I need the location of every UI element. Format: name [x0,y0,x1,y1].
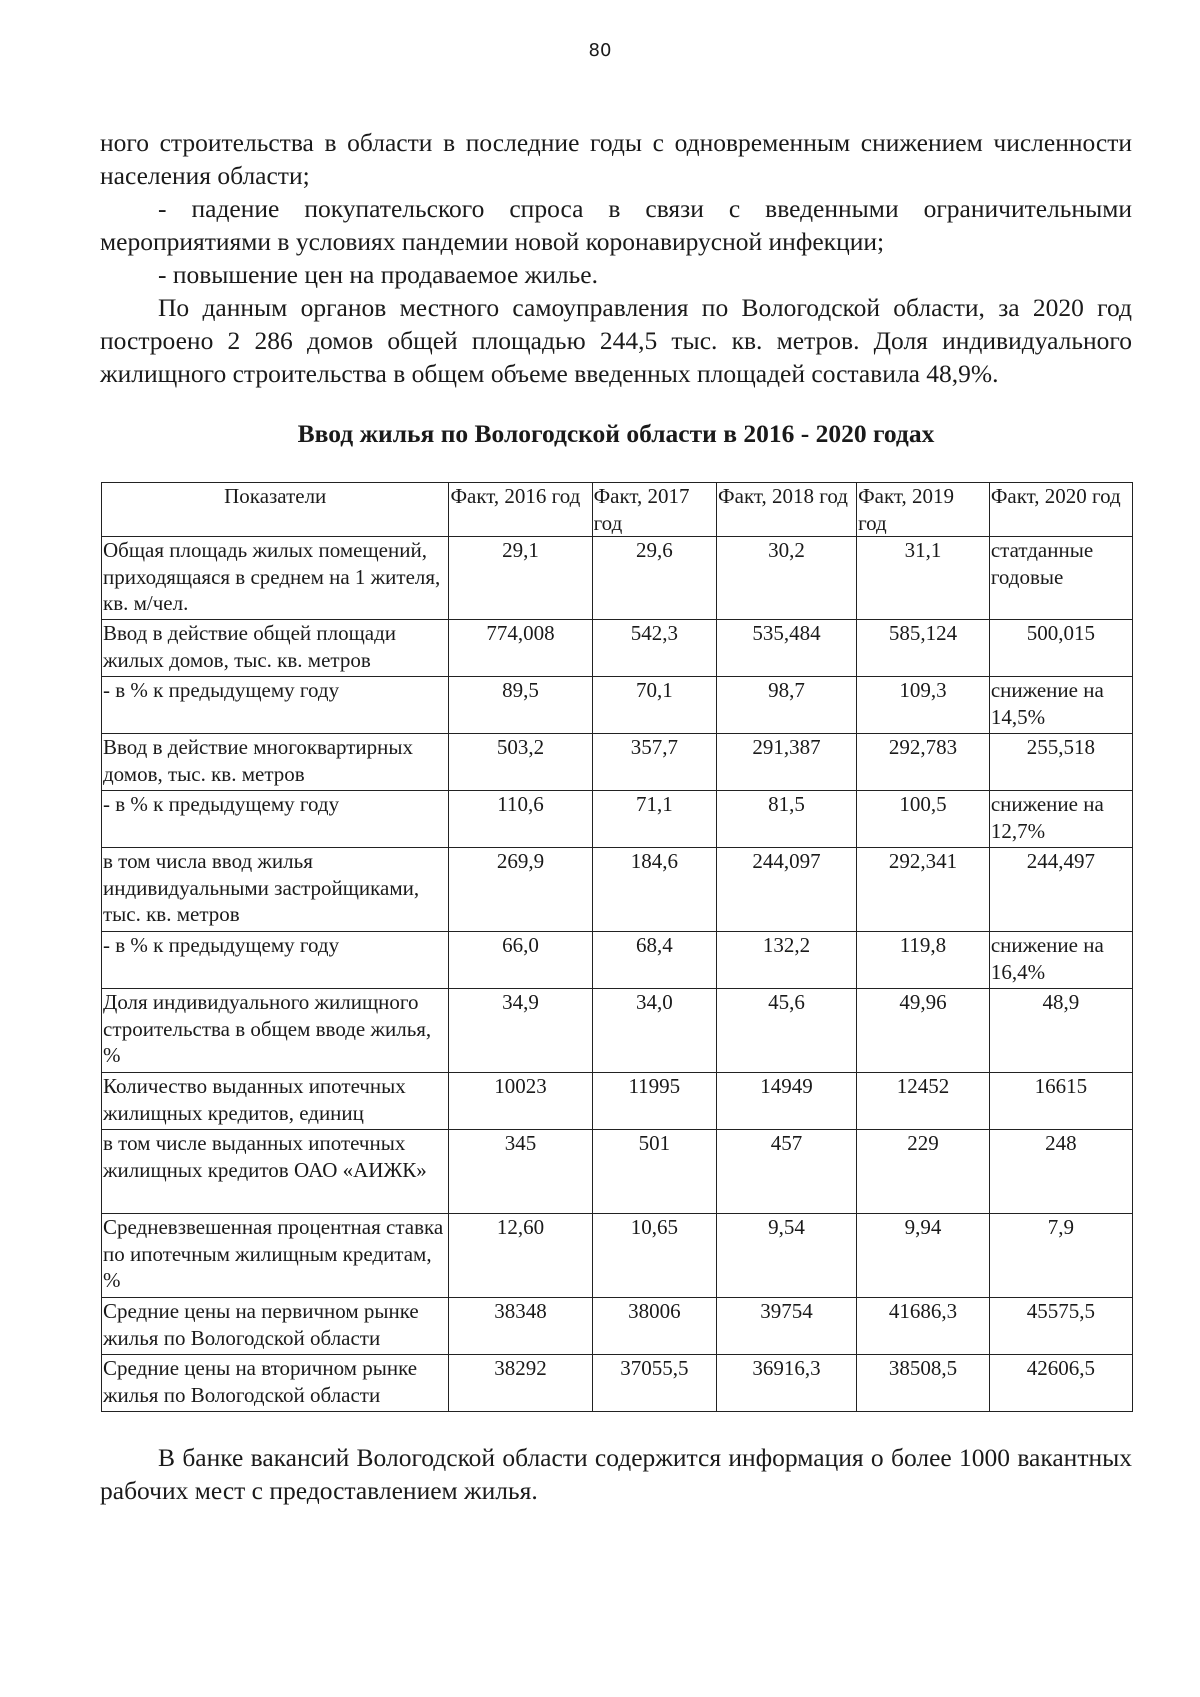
row-label: Средние цены на первичном рынке жилья по Вологодской области [102,1298,449,1355]
table-row [102,734,1133,791]
table-cell: 9,54 [717,1214,857,1298]
table-cell: 269,9 [449,848,592,932]
table-cell: 39754 [717,1298,857,1355]
table-cell: 501 [592,1130,716,1214]
table-cell: 42606,5 [989,1355,1132,1412]
column-header: Показатели [102,483,449,537]
table-row [102,1355,1133,1412]
table-cell: 70,1 [592,677,716,734]
paragraph-vacancies: В банке вакансий Вологодской области содержится информация о более 1000 вакантных рабочих мест с предоставлением жилья. [100,1443,1132,1505]
table-title: Ввод жилья по Вологодской области в 2016 - 2020 годах [297,419,935,448]
table-cell: 500,015 [989,620,1132,677]
column-header: Факт, 2017 год [592,483,716,537]
table-cell: 34,9 [449,989,592,1073]
table-cell: 81,5 [717,791,857,848]
table-cell: 292,783 [857,734,990,791]
table-cell: 11995 [592,1073,716,1130]
paragraph-statistics: По данным органов местного самоуправления по Вологодской области, за 2020 год построено 2 286 домов общей площадью 244,5 тыс. кв. метров. Доля индивидуального жилищного строительства в общем объеме введенных площадей составила 48,9%. [100,293,1132,388]
column-header: Факт, 2020 год [989,483,1132,537]
table-cell: 36916,3 [717,1355,857,1412]
table-cell: 109,3 [857,677,990,734]
table-cell: 68,4 [592,932,716,989]
table-cell: 49,96 [857,989,990,1073]
row-label: Доля индивидуального жилищного строительства в общем вводе жилья, % [102,989,449,1073]
table-cell: 10023 [449,1073,592,1130]
table-row [102,848,1133,932]
table-cell: 535,484 [717,620,857,677]
table-cell: 255,518 [989,734,1132,791]
page-number: 80 [588,40,612,61]
table-cell: 244,097 [717,848,857,932]
table-cell: 45575,5 [989,1298,1132,1355]
column-header: Факт, 2016 год [449,483,592,537]
table-cell: 292,341 [857,848,990,932]
table-cell: 41686,3 [857,1298,990,1355]
table-cell: 29,1 [449,537,592,620]
row-label: в том числе выданных ипотечных жилищных кредитов ОАО «АИЖК» [102,1130,449,1214]
table-cell: 12452 [857,1073,990,1130]
table-cell: 71,1 [592,791,716,848]
table-cell: 184,6 [592,848,716,932]
table-row [102,932,1133,989]
table-cell: 244,497 [989,848,1132,932]
row-label: Ввод в действие многоквартирных домов, тыс. кв. метров [102,734,449,791]
table-row [102,791,1133,848]
table-cell: 66,0 [449,932,592,989]
column-header: Факт, 2018 год [717,483,857,537]
table-cell: 119,8 [857,932,990,989]
table-cell: 48,9 [989,989,1132,1073]
table-row [102,1073,1133,1130]
table-cell: 31,1 [857,537,990,620]
row-label: Общая площадь жилых помещений, приходящаяся в среднем на 1 жителя, кв. м/чел. [102,537,449,620]
table-cell: 38006 [592,1298,716,1355]
row-label: в том числа ввод жилья индивидуальными застройщиками, тыс. кв. метров [102,848,449,932]
table-cell: 45,6 [717,989,857,1073]
table-cell: 12,60 [449,1214,592,1298]
table-cell: снижение на 14,5% [989,677,1132,734]
row-label: - в % к предыдущему году [102,932,449,989]
table-cell: 16615 [989,1073,1132,1130]
table-cell: 132,2 [717,932,857,989]
table-cell: 29,6 [592,537,716,620]
row-label: - в % к предыдущему году [102,677,449,734]
column-header: Факт, 2019 год [857,483,990,537]
table-cell: 30,2 [717,537,857,620]
table-cell: 100,5 [857,791,990,848]
table-cell: 34,0 [592,989,716,1073]
intro-text [100,126,1132,390]
row-label: Ввод в действие общей площади жилых домов, тыс. кв. метров [102,620,449,677]
table-cell: 774,008 [449,620,592,677]
table-cell: 110,6 [449,791,592,848]
table-row [102,1130,1133,1214]
table-row [102,989,1133,1073]
table-row [102,537,1133,620]
table-cell: 291,387 [717,734,857,791]
housing-table [101,482,1133,1412]
table-cell: 503,2 [449,734,592,791]
paragraph-list-item: - падение покупательского спроса в связи с введенными ограничительными мероприятиями в условиях пандемии новой коронавирусной инфекции; [100,194,1132,256]
table-cell: 98,7 [717,677,857,734]
table-cell: 9,94 [857,1214,990,1298]
table-cell: 38292 [449,1355,592,1412]
table-cell: снижение на 16,4% [989,932,1132,989]
table-row [102,1214,1133,1298]
row-label: - в % к предыдущему году [102,791,449,848]
paragraph-list-item: - повышение цен на продаваемое жилье. [158,260,598,289]
row-label: Количество выданных ипотечных жилищных кредитов, единиц [102,1073,449,1130]
table-cell: 357,7 [592,734,716,791]
table-cell: 457 [717,1130,857,1214]
table-header-row [102,483,1133,537]
paragraph-continuation: ного строительства в области в последние годы с одновременным снижением численности населения области; [100,128,1132,190]
table-cell: 10,65 [592,1214,716,1298]
table-cell: статданные годовые [989,537,1132,620]
table-cell: 38508,5 [857,1355,990,1412]
closing-text [100,1441,1132,1507]
table-cell: 14949 [717,1073,857,1130]
table-cell: 38348 [449,1298,592,1355]
table-cell: 7,9 [989,1214,1132,1298]
table-row [102,677,1133,734]
table-cell: 37055,5 [592,1355,716,1412]
row-label: Средние цены на вторичном рынке жилья по Вологодской области [102,1355,449,1412]
table-cell: 229 [857,1130,990,1214]
table-cell: 89,5 [449,677,592,734]
table-row [102,620,1133,677]
table-cell: 542,3 [592,620,716,677]
row-label: Средневзвешенная процентная ставка по ипотечным жилищным кредитам, % [102,1214,449,1298]
table-cell: снижение на 12,7% [989,791,1132,848]
table-cell: 585,124 [857,620,990,677]
table-row [102,1298,1133,1355]
table-cell: 248 [989,1130,1132,1214]
table-cell: 345 [449,1130,592,1214]
